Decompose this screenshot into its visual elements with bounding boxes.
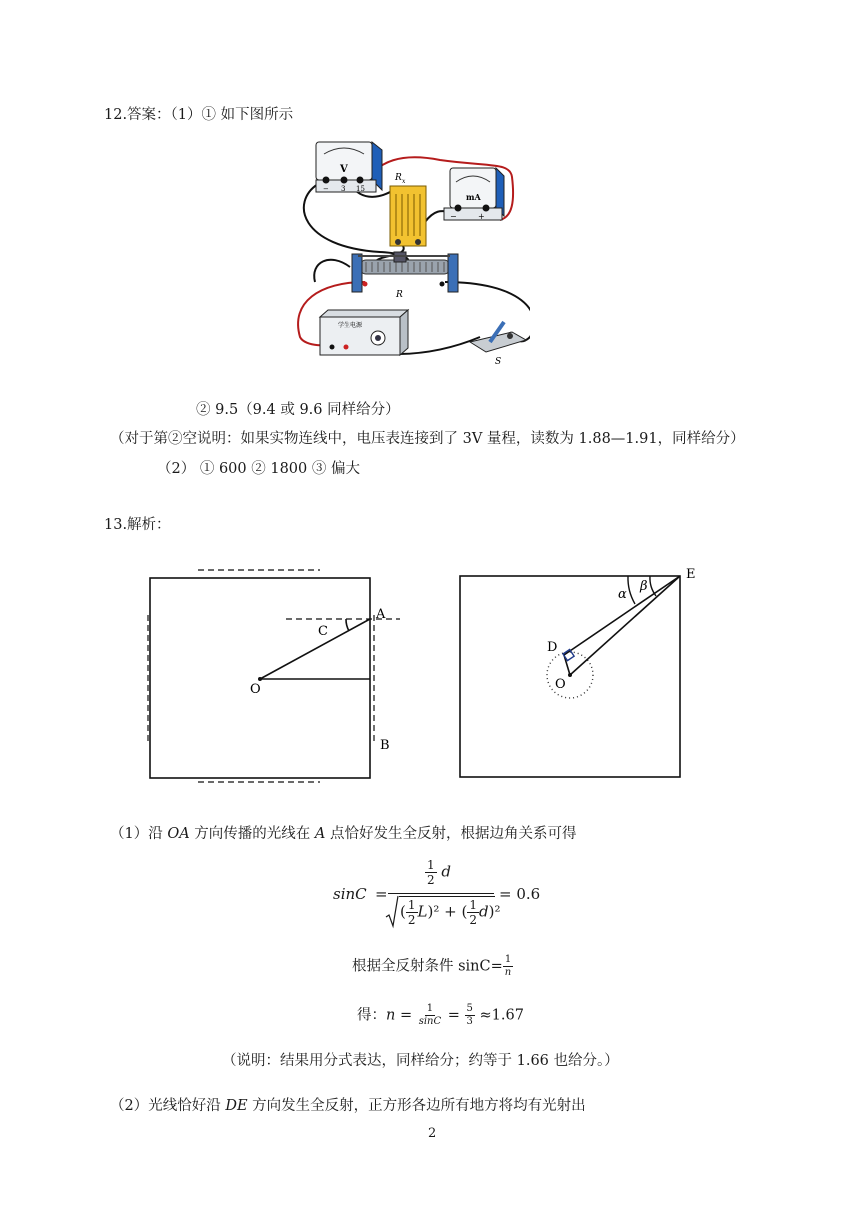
q13-part2-text: （2）光线恰好沿 DE 方向发生全反射，正方形各边所有地方将均有光射出 <box>110 1098 586 1114</box>
page-number: 2 <box>428 1126 437 1141</box>
power-supply <box>320 310 408 355</box>
switch <box>470 322 526 367</box>
svg-text:x: x <box>402 178 406 185</box>
svg-text:3: 3 <box>341 185 346 193</box>
milliammeter <box>444 168 504 221</box>
voltmeter <box>316 142 382 193</box>
q13-note: （说明：结果用分式表达，同样给分；约等于 1.66 也给分。） <box>222 1053 619 1069</box>
svg-text:β: β <box>640 579 648 594</box>
svg-text:R: R <box>395 173 402 183</box>
svg-text:+: + <box>478 212 485 221</box>
svg-text:−: − <box>450 212 457 221</box>
svg-text:D: D <box>547 640 558 655</box>
svg-text:mA: mA <box>466 192 481 202</box>
q13-heading: 13.解析： <box>104 517 171 533</box>
figure-1 <box>140 565 400 790</box>
q12-heading: 12.答案：（1）① 如下图所示 <box>104 107 294 123</box>
svg-text:−: − <box>323 185 329 193</box>
svg-text:R: R <box>396 290 403 300</box>
svg-text:O: O <box>555 677 566 692</box>
circuit-diagram <box>290 132 530 370</box>
svg-text:15: 15 <box>356 185 365 193</box>
q12-answer-2: ② 9.5（9.4 或 9.6 同样给分） <box>196 402 400 418</box>
svg-text:B: B <box>380 738 390 753</box>
svg-text:V: V <box>340 164 348 175</box>
equation-sinC: sinC = $\frac{1}{2}$ d ( $\frac{1}{2}$ L)² + ( $\frac{1}{2}$ d)² = 0.6 <box>333 858 541 927</box>
figure-2 <box>450 560 710 785</box>
q12-note: （对于第②空说明：如果实物连线中，电压表连接到了 3V 量程，读数为 1.88—1.91，同样给分） <box>110 431 745 447</box>
svg-text:S: S <box>495 357 502 367</box>
svg-text:α: α <box>618 587 627 602</box>
q13-part1-text: （1）沿 OA 方向传播的光线在 A 点恰好发生全反射，根据边角关系可得 <box>110 826 577 842</box>
q12-part2: （2） ① 600 ② 1800 ③ 偏大 <box>157 461 360 477</box>
svg-text:学生电源: 学生电源 <box>338 322 363 329</box>
equation-n-result: 得：n = $\frac{1}{\sin C}$ = $\frac{5}{3}$ ≈1.67 <box>357 1003 524 1027</box>
svg-text:C: C <box>318 624 328 639</box>
svg-text:O: O <box>250 682 261 697</box>
svg-text:A: A <box>376 607 386 622</box>
resistor-rx <box>390 173 426 246</box>
equation-total-reflection: 根据全反射条件 sinC= $\frac{1}{n}$ <box>352 954 512 978</box>
svg-text:E: E <box>686 567 696 582</box>
rheostat <box>352 252 458 300</box>
